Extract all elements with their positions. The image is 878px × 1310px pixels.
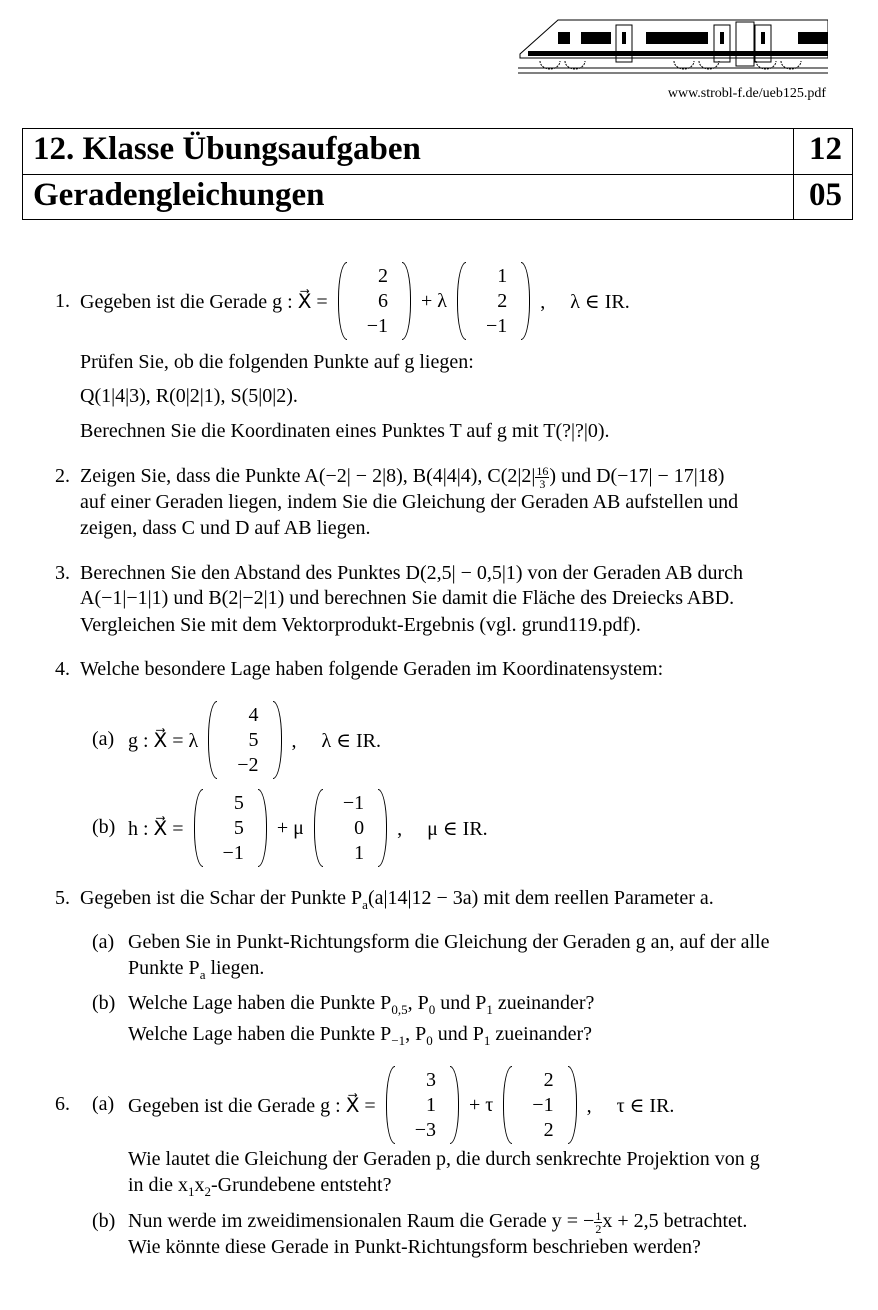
task-text: Prüfen Sie, ob die folgenden Punkte auf g liegen: <box>80 351 474 373</box>
eq-text: + τ <box>468 1093 494 1116</box>
subtask-label: (a) <box>92 1093 115 1115</box>
task1-equation <box>80 262 630 340</box>
eq-text: , λ ∈ IR. <box>291 729 382 752</box>
vector: 5 5 −1 <box>194 789 267 867</box>
vector: 2 6 −1 <box>338 262 411 340</box>
task-number: 3. <box>55 562 70 584</box>
eq-text: , μ ∈ IR. <box>397 817 488 840</box>
task-number: 5. <box>55 887 70 909</box>
task-text: Welche Lage haben die Punkte $P_{0,5}$, $P_0$ und $P_1$ zueinander? <box>128 992 595 1017</box>
task-text: Nun werde im zweidimensionalen Raum die Gerade y = − $\frac{1}{2}$ x + 2,5 betrachtet. <box>128 1209 748 1236</box>
sheet-number: 05 <box>809 177 842 213</box>
title-table <box>22 128 853 220</box>
task6a-equation <box>128 1066 674 1144</box>
vector: 2 −1 2 <box>503 1066 576 1144</box>
task-text: Vergleichen Sie mit dem Vektorprodukt-Ergebnis (vgl. grund119.pdf). <box>80 614 641 636</box>
task-text: Berechnen Sie den Abstand des Punktes D(2,5| − 0,5|1) von der Geraden AB durch <box>80 562 744 584</box>
subtask-label: (a) <box>92 728 115 750</box>
vector: 3 1 −3 <box>386 1066 459 1144</box>
task-text: Welche Lage haben die Punkte $P_{-1}$, $P_0$ und $P_1$ zueinander? <box>128 1023 593 1048</box>
eq-text: , τ ∈ IR. <box>586 1094 675 1117</box>
eq-text: g : X⃗ = λ <box>128 729 199 752</box>
task-text: Geben Sie in Punkt-Richtungsform die Gleichung der Geraden g an, auf der alle <box>128 931 770 953</box>
task-text: auf einer Geraden liegen, indem Sie die Gleichung der Geraden AB aufstellen und <box>80 491 739 513</box>
vector: 1 2 −1 <box>457 262 530 340</box>
task-text: Q(1|4|3), R(0|2|1), S(5|0|2). <box>80 385 298 407</box>
source-url[interactable]: www.strobl-f.de/ueb125.pdf <box>667 86 826 101</box>
task-number: 2. <box>55 465 70 487</box>
task-text: in die $x_1x_2$-Grundebene entsteht? <box>128 1174 392 1199</box>
class-title: 12. Klasse Übungsaufgaben <box>33 131 421 167</box>
subtask-label: (b) <box>92 816 116 838</box>
subtask-label: (b) <box>92 1210 116 1232</box>
train-logo-icon <box>518 10 828 75</box>
task-text: Gegeben ist die Schar der Punkte $P_a(a|14|12 - 3a)$ mit dem reellen Parameter a. <box>80 887 714 912</box>
task-text: zeigen, dass C und D auf AB liegen. <box>80 517 371 539</box>
subtask-label: (a) <box>92 931 115 953</box>
task-text: Berechnen Sie die Koordinaten eines Punktes T auf g mit T(?|?|0). <box>80 420 610 442</box>
eq-text: + λ <box>420 289 447 312</box>
eq-text: Gegeben ist die Gerade g : X⃗ = <box>80 290 328 313</box>
vector: −1 0 1 <box>314 789 387 867</box>
task-text: Wie könnte diese Gerade in Punkt-Richtungsform beschrieben werden? <box>128 1236 701 1258</box>
task-number: 4. <box>55 658 70 680</box>
topic-title: Geradengleichungen <box>33 177 325 213</box>
subtask-label: (b) <box>92 992 116 1014</box>
task4a-equation <box>128 701 381 779</box>
task-text: A(−1|−1|1) und B(2|−2|1) und berechnen Sie damit die Fläche des Dreiecks ABD. <box>80 587 735 609</box>
task4b-equation <box>128 789 488 867</box>
eq-text: + μ <box>276 816 304 839</box>
task-text: Punkte $P_a$ liegen. <box>128 957 265 982</box>
task-text: Welche besondere Lage haben folgende Geraden im Koordinatensystem: <box>80 658 664 680</box>
grade-number: 12 <box>809 131 842 167</box>
task-number: 1. <box>55 290 70 312</box>
task-text: Zeigen Sie, dass die Punkte A(−2| − 2|8), B(4|4|4), C(2|2| $\frac{16}{3}$ ) und D(−17| − 17|18) <box>80 464 725 491</box>
vector: 4 5 −2 <box>208 701 281 779</box>
eq-text: h : X⃗ = <box>128 817 184 840</box>
eq-text: , λ ∈ IR. <box>540 290 630 313</box>
task-number: 6. <box>55 1093 70 1115</box>
eq-text: Gegeben ist die Gerade g : X⃗ = <box>128 1094 376 1117</box>
task-text: Wie lautet die Gleichung der Geraden p, die durch senkrechte Projektion von g <box>128 1148 760 1170</box>
